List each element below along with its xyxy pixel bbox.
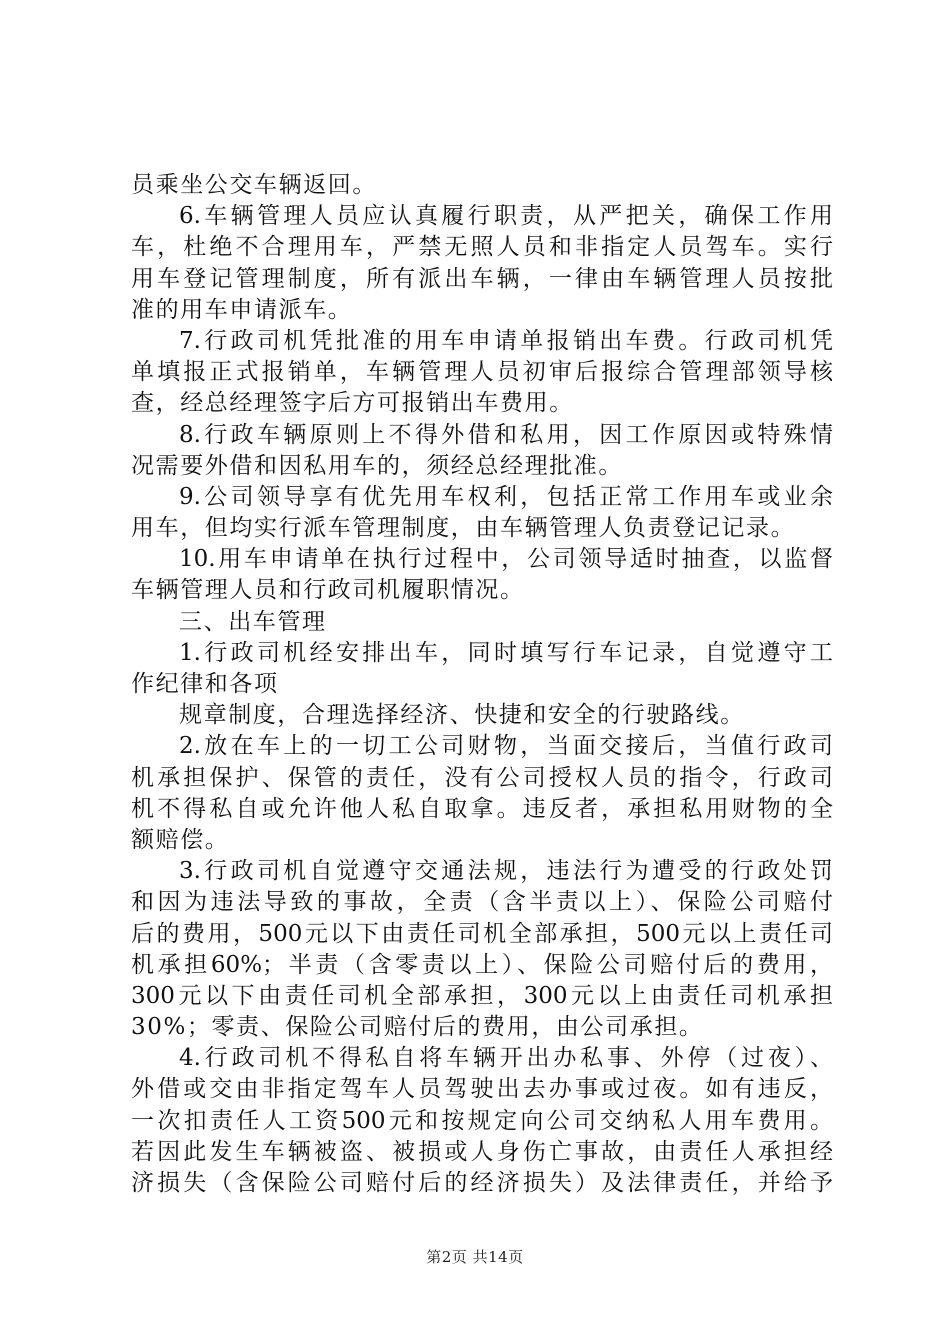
text-line: 用车，但均实行派车管理制度，由车辆管理人负责登记记录。 <box>131 515 796 542</box>
text-line: 车辆管理人员和行政司机履职情况。 <box>131 577 525 604</box>
text-line: 后的费用，500元以下由责任司机全部承担，500元以上责任司 <box>131 920 833 947</box>
document-body <box>131 170 833 1199</box>
text-line: 7.行政司机凭批准的用车申请单报销出车费。行政司机凭 <box>179 327 833 354</box>
text-line: 300元以下由责任司机全部承担，300元以上由责任司机承担 <box>131 982 833 1009</box>
page-number-footer: 第2页 共14页 <box>426 1248 524 1266</box>
text-line: 车，杜绝不合理用车，严禁无照人员和非指定人员驾车。实行 <box>131 234 833 261</box>
text-line: 规章制度，合理选择经济、快捷和安全的行驶路线。 <box>179 702 745 729</box>
text-line: 额赔偿。 <box>131 826 230 853</box>
text-line: 10.用车申请单在执行过程中，公司领导适时抽查，以监督 <box>179 546 833 573</box>
text-line: 1.行政司机经安排出车，同时填写行车记录，自觉遵守工 <box>179 639 833 666</box>
text-line: 一次扣责任人工资500元和按规定向公司交纳私人用车费用。 <box>131 1107 833 1134</box>
section-heading: 三、出车管理 <box>179 608 327 635</box>
text-line: 员乘坐公交车辆返回。 <box>131 172 377 198</box>
text-line: 2.放在车上的一切工公司财物，当面交接后，当值行政司 <box>179 733 833 760</box>
text-line: 济损失（含保险公司赔付后的经济损失）及法律责任，并给予 <box>131 1170 833 1196</box>
text-line: 机承担60%；半责（含零责以上）、保险公司赔付后的费用， <box>131 951 833 978</box>
text-line: 若因此发生车辆被盗、被损或人身伤亡事故，由责任人承担经 <box>131 1138 833 1165</box>
text-line: 3.行政司机自觉遵守交通法规，违法行为遭受的行政处罚 <box>179 858 833 885</box>
text-line: 4.行政司机不得私自将车辆开出办私事、外停（过夜）、 <box>179 1045 833 1072</box>
text-line: 8.行政车辆原则上不得外借和私用，因工作原因或特殊情 <box>179 421 833 448</box>
text-line: 机承担保护、保管的责任，没有公司授权人员的指令，行政司 <box>131 764 833 791</box>
text-line: 9.公司领导享有优先用车权利，包括正常工作用车或业余 <box>179 483 833 510</box>
text-line: 6.车辆管理人员应认真履行职责，从严把关，确保工作用 <box>179 203 833 230</box>
text-line: 查，经总经理签字后方可报销出车费用。 <box>131 390 574 417</box>
text-line: 用车登记管理制度，所有派出车辆，一律由车辆管理人员按批 <box>131 265 833 292</box>
text-line: 作纪律和各项 <box>131 671 279 697</box>
text-line: 准的用车申请派车。 <box>131 296 353 323</box>
text-line: 况需要外借和因私用车的，须经总经理批准。 <box>131 452 623 479</box>
text-line: 和因为违法导致的事故，全责（含半责以上）、保险公司赔付 <box>131 889 833 916</box>
text-line: 30%；零责、保险公司赔付后的费用，由公司承担。 <box>131 1014 704 1041</box>
text-line: 机不得私自或允许他人私自取拿。违反者，承担私用财物的全 <box>131 795 833 822</box>
text-line: 外借或交由非指定驾车人员驾驶出去办事或过夜。如有违反， <box>131 1076 833 1103</box>
text-line: 单填报正式报销单，车辆管理人员初审后报综合管理部领导核 <box>131 359 833 386</box>
